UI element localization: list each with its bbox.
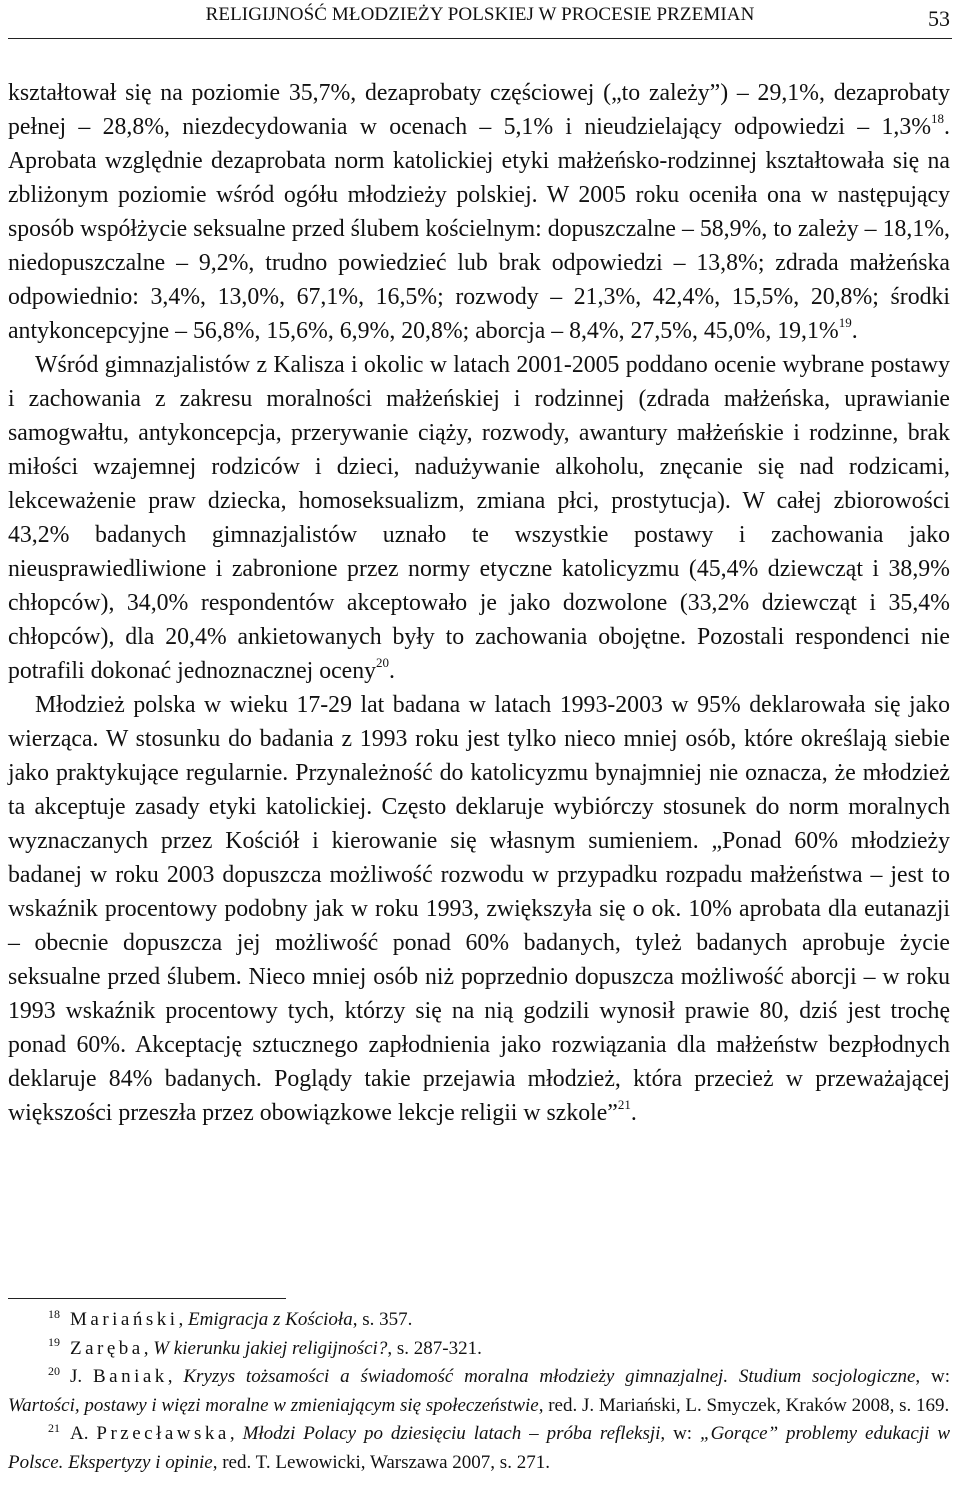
footnote-number: 18	[48, 1306, 60, 1321]
footnote-number: 19	[48, 1335, 60, 1350]
footnote-author: Baniak	[92, 1366, 168, 1387]
footnote-rest: , s. 287-321.	[387, 1337, 482, 1359]
footnote-author: Zaręba	[70, 1337, 144, 1359]
footnote-initial: J.	[70, 1366, 93, 1387]
paragraph-3-text-b: .	[630, 1100, 637, 1126]
footnote-author: Przecławska	[96, 1423, 230, 1444]
footnote-ref-19: 19	[838, 315, 852, 331]
paragraph-1-text-a: kształtował się na poziomie 35,7%, dezaprobaty częściowej („to zależy”) – 29,1%, dezaprobaty pełnej – 28,8%, niezdecydowania w ocenach – 5,1% i nieudzielający odpowiedzi – 1,3%	[8, 80, 950, 140]
footnote-19	[8, 1335, 950, 1364]
footnote-18	[8, 1306, 950, 1335]
footnote-20	[8, 1363, 950, 1420]
footnote-21	[8, 1420, 950, 1477]
footnote-title-2: Wartości, postawy i więzi moralne w zmieniającym się społeczeństwie	[8, 1394, 539, 1416]
paragraph-2	[8, 348, 950, 688]
footnote-separator: ,	[178, 1309, 189, 1330]
paragraph-3	[8, 688, 950, 1130]
footnote-ref-20: 20	[376, 655, 390, 671]
footnote-rest: , s. 357.	[352, 1309, 413, 1330]
footnotes	[8, 1306, 950, 1477]
footnote-number: 21	[48, 1420, 60, 1435]
header-rule	[8, 38, 952, 39]
running-head	[8, 4, 952, 32]
paragraph-1-text-b: . Aprobata względnie dezaprobata norm katolickiej etyki małżeńsko-rodzinnej kształtowała się na zbliżonym poziomie wśród ogółu młodzieży polskiej. W 2005 roku oceniła ona w następujący sposób współżycie seksualne przed ślubem kościelnym: dopuszczalne – 58,9%, to zależy – 18,1%, niedopuszczalne – 9,2%, trudno powiedzieć lub brak odpowiedzi – 13,8%; zdrada małżeńska odpowiednio: 3,4%, 13,0%, 67,1%, 16,5%; rozwody – 21,3%, 42,4%, 15,5%, 20,8%; środki antykoncepcyjne – 56,8%, 15,6%, 6,9%, 20,8%; aborcja – 8,4%, 27,5%, 45,0%, 19,1%	[8, 114, 950, 344]
footnote-rule	[8, 1298, 286, 1299]
footnote-author: Mariański	[70, 1309, 179, 1330]
footnote-title-2: „Gorące” problemy edukacji w Polsce. Ekspertyzy i opinie	[8, 1423, 951, 1473]
page-number: 53	[928, 6, 950, 31]
running-title: RELIGIJNOŚĆ MŁODZIEŻY POLSKIEJ W PROCESIE PRZEMIAN	[205, 4, 755, 25]
footnote-number: 20	[48, 1363, 60, 1378]
footnote-middle: , w:	[660, 1423, 701, 1444]
footnote-rest: , red. T. Lewowicki, Warszawa 2007, s. 271.	[212, 1451, 550, 1473]
footnote-title: Młodzi Polacy po dziesięciu latach – próba refleksji	[242, 1423, 661, 1444]
paragraph-1-text-c: .	[851, 318, 858, 344]
footnote-separator: ,	[167, 1366, 184, 1387]
footnote-title: W kierunku jakiej religijności?	[153, 1337, 388, 1359]
footnote-ref-18: 18	[931, 111, 945, 127]
paragraph-2-text-b: .	[389, 658, 395, 684]
paragraph-2-text-a: Wśród gimnazjalistów z Kalisza i okolic w latach 2001-2005 poddano ocenie wybrane postawy i zachowania z zakresu moralności małżeńskiej i rodzinnej (zdrada małżeńska, uprawianie samogwałtu, antykoncepcja, przerywanie ciąży, rozwody, awantury małżeńskie i rodzinne, brak miłości wzajemnej rodziców i dzieci, nadużywanie alkoholu, znęcanie się nad rodzicami, lekceważenie praw dziecka, homoseksualizm, zmiana płci, prostytucja). W całej zbiorowości 43,2% badanych gimnazjalistów uznało te wszystkie postawy i zachowania jako nieusprawiedliwione i zabronione przez normy etyczne katolicyzmu (45,4% dziewcząt i 38,9% chłopców), 34,0% respondentów akceptowało je jako dozwolone (33,2% dziewcząt i 35,4% chłopców), dla 20,4% ankietowanych były to zachowania obojętne. Pozostali respondenci nie potrafili dokonać jednoznacznej oceny	[8, 352, 950, 684]
footnote-rest: , red. J. Mariański, L. Smyczek, Kraków 2008, s. 169.	[538, 1394, 950, 1416]
footnote-middle: , w:	[915, 1366, 950, 1387]
footnote-ref-21: 21	[617, 1097, 631, 1113]
footnote-separator: ,	[229, 1423, 243, 1444]
paragraph-1	[8, 76, 950, 348]
footnote-title: Emigracja z Kościoła	[188, 1309, 353, 1330]
paragraph-3-text-a: Młodzież polska w wieku 17-29 lat badana w latach 1993-2003 w 95% deklarowała się jako wierząca. W stosunku do badania z 1993 roku jest tylko nieco mniej osób, które określają siebie jako praktykujące regularnie. Przynależność do katolicyzmu bynajmniej nie oznacza, że młodzież ta akceptuje zasady etyki katolickiej. Często deklaruje wybiórczy stosunek do norm moralnych wyznaczanych przez Kościół i kierowanie się własnym sumieniem. „Ponad 60% młodzieży badanej w roku 2003 dopuszcza możliwość rozwodu w przypadku rozpadu małżeństwa – jest to wskaźnik procentowy podobny jak w roku 1993, zwiększyła się o ok. 10% aprobata dla eutanazji – obecnie dopuszcza jej możliwość ponad 60% badanych, tyleż badanych aprobuje życie seksualne przed ślubem. Nieco mniej osób niż poprzednio dopuszcza możliwość aborcji – w roku 1993 wskaźnik procentowy tych, którzy się na nią godzili wynosił prawie 80, dziś jest trochę ponad 60%. Akceptację sztucznego zapłodnienia jako rozwiązania dla małżeństw bezpłodnych deklaruje 84% badanych. Poglądy takie przejawia młodzież, która przecież w przeważającej większości przeszła przez obowiązkowe lekcje religii w szkole”	[8, 692, 950, 1126]
footnote-initial: A.	[70, 1423, 97, 1444]
main-text	[8, 76, 950, 1130]
footnote-separator: ,	[143, 1337, 154, 1359]
footnote-title: Kryzys tożsamości a świadomość moralna młodzieży gimnazjalnej. Studium socjologiczne	[183, 1366, 916, 1387]
